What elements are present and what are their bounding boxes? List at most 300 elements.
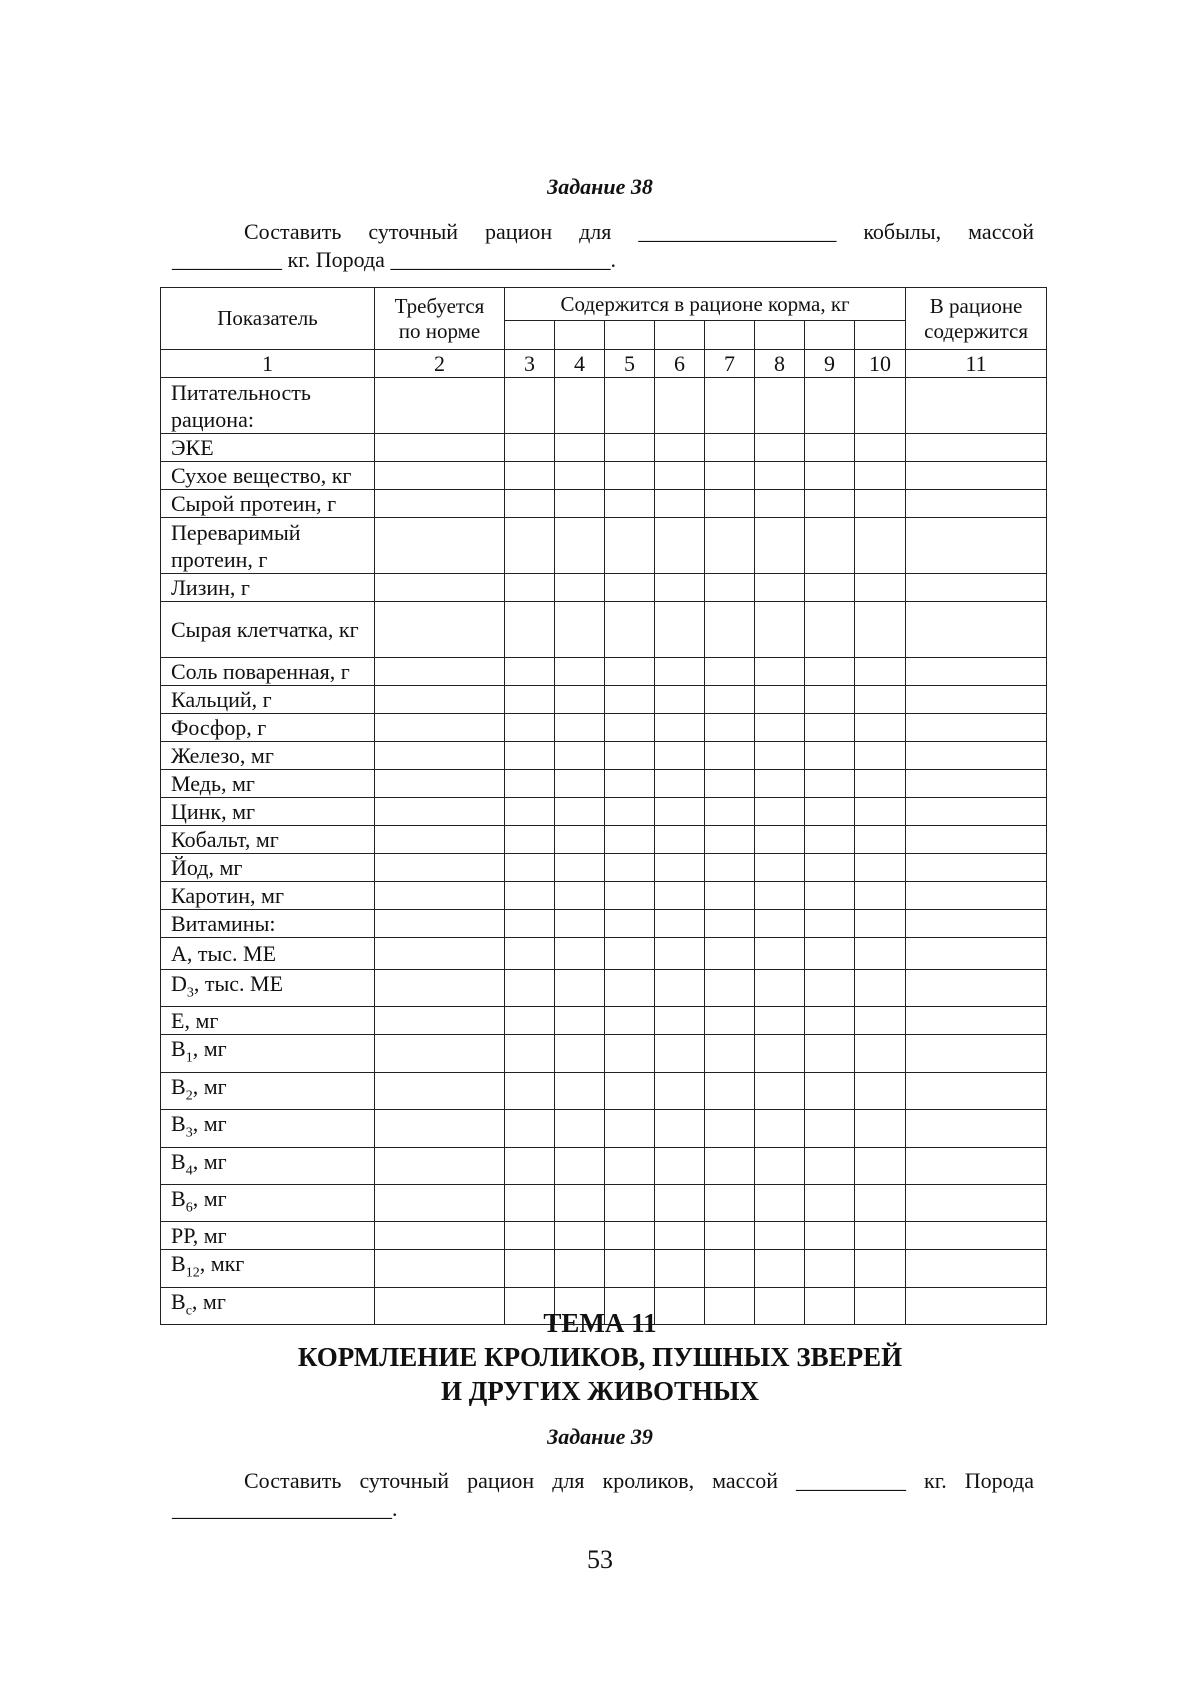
table-cell[interactable] bbox=[906, 714, 1047, 742]
table-cell[interactable] bbox=[655, 826, 705, 854]
task-39-line-1: Составить суточный рацион для кроликов, массой __________ кг. Порода bbox=[244, 1468, 1034, 1493]
table-cell[interactable] bbox=[655, 714, 705, 742]
task-38-line-1: Составить суточный рацион для __________________ кобылы, массой bbox=[244, 219, 1034, 244]
table-cell[interactable] bbox=[655, 854, 705, 882]
table-cell[interactable] bbox=[855, 970, 906, 1007]
table-cell[interactable] bbox=[855, 658, 906, 686]
table-cell[interactable] bbox=[555, 1222, 605, 1250]
table-cell[interactable] bbox=[855, 798, 906, 826]
table-cell[interactable] bbox=[375, 882, 505, 910]
table-cell[interactable] bbox=[605, 1035, 655, 1072]
table-cell[interactable] bbox=[505, 1222, 555, 1250]
row-label-unit: , тыс. МЕ bbox=[193, 971, 284, 996]
table-cell[interactable] bbox=[805, 826, 855, 854]
theme-line-1: ТЕМА 11 bbox=[543, 1308, 657, 1338]
table-cell[interactable] bbox=[855, 378, 906, 434]
table-cell[interactable] bbox=[906, 1222, 1047, 1250]
table-cell[interactable] bbox=[375, 1222, 505, 1250]
table-row bbox=[161, 770, 1047, 798]
table-cell[interactable] bbox=[555, 462, 605, 490]
table-cell[interactable] bbox=[705, 910, 755, 938]
table-cell[interactable] bbox=[655, 742, 705, 770]
table-cell[interactable] bbox=[375, 854, 505, 882]
table-cell[interactable] bbox=[906, 1035, 1047, 1072]
table-cell[interactable] bbox=[655, 1222, 705, 1250]
table-cell[interactable] bbox=[505, 462, 555, 490]
table-cell[interactable] bbox=[655, 1007, 705, 1035]
table-cell[interactable] bbox=[855, 434, 906, 462]
table-cell[interactable] bbox=[705, 1250, 755, 1287]
table-cell[interactable] bbox=[555, 1184, 605, 1221]
table-cell[interactable] bbox=[555, 742, 605, 770]
table-cell[interactable] bbox=[505, 882, 555, 910]
table-cell[interactable] bbox=[555, 938, 605, 970]
table-cell[interactable] bbox=[375, 462, 505, 490]
table-cell[interactable] bbox=[805, 658, 855, 686]
table-cell[interactable] bbox=[555, 1147, 605, 1184]
table-cell[interactable] bbox=[705, 518, 755, 574]
table-cell[interactable] bbox=[805, 1035, 855, 1072]
table-row bbox=[161, 574, 1047, 602]
table-cell[interactable] bbox=[855, 770, 906, 798]
table-cell[interactable] bbox=[805, 742, 855, 770]
table-cell[interactable] bbox=[375, 1250, 505, 1287]
table-cell[interactable] bbox=[755, 742, 805, 770]
table-cell[interactable] bbox=[505, 798, 555, 826]
table-cell[interactable] bbox=[655, 1147, 705, 1184]
table-cell[interactable] bbox=[805, 1110, 855, 1147]
table-cell[interactable] bbox=[705, 574, 755, 602]
table-cell[interactable] bbox=[505, 1147, 555, 1184]
row-label bbox=[161, 1035, 375, 1072]
row-label-unit: , мг bbox=[192, 1036, 227, 1062]
table-cell[interactable] bbox=[705, 490, 755, 518]
table-cell[interactable] bbox=[655, 1184, 705, 1221]
table-cell[interactable] bbox=[705, 378, 755, 434]
table-cell[interactable] bbox=[505, 970, 555, 1007]
table-cell[interactable] bbox=[855, 882, 906, 910]
row-label bbox=[161, 1110, 375, 1147]
table-cell[interactable] bbox=[855, 854, 906, 882]
table-cell[interactable] bbox=[505, 1007, 555, 1035]
table-cell[interactable] bbox=[605, 518, 655, 574]
table-cell[interactable] bbox=[805, 854, 855, 882]
table-cell[interactable] bbox=[705, 1072, 755, 1109]
table-cell[interactable] bbox=[705, 854, 755, 882]
table-cell[interactable] bbox=[906, 1110, 1047, 1147]
table-cell[interactable] bbox=[555, 1072, 605, 1109]
table-cell[interactable] bbox=[705, 714, 755, 742]
table-cell[interactable] bbox=[605, 1110, 655, 1147]
table-cell[interactable] bbox=[755, 490, 805, 518]
table-cell[interactable] bbox=[505, 910, 555, 938]
table-cell[interactable] bbox=[505, 1250, 555, 1287]
table-cell[interactable] bbox=[906, 686, 1047, 714]
table-cell[interactable] bbox=[855, 518, 906, 574]
table-cell[interactable] bbox=[555, 770, 605, 798]
table-row bbox=[161, 1250, 1047, 1287]
table-cell[interactable] bbox=[705, 1110, 755, 1147]
table-cell[interactable] bbox=[555, 1110, 605, 1147]
table-cell[interactable] bbox=[505, 490, 555, 518]
table-cell[interactable] bbox=[906, 658, 1047, 686]
table-cell[interactable] bbox=[375, 1072, 505, 1109]
table-cell[interactable] bbox=[755, 970, 805, 1007]
table-cell[interactable] bbox=[555, 490, 605, 518]
table-cell[interactable] bbox=[505, 378, 555, 434]
table-cell[interactable] bbox=[705, 882, 755, 910]
table-cell[interactable] bbox=[605, 1250, 655, 1287]
table-cell[interactable] bbox=[655, 970, 705, 1007]
table-cell[interactable] bbox=[755, 770, 805, 798]
table-cell[interactable] bbox=[755, 1147, 805, 1184]
table-cell[interactable] bbox=[505, 1072, 555, 1109]
table-cell[interactable] bbox=[375, 742, 505, 770]
table-cell[interactable] bbox=[755, 1110, 805, 1147]
table-cell[interactable] bbox=[855, 490, 906, 518]
table-cell[interactable] bbox=[605, 882, 655, 910]
table-cell[interactable] bbox=[605, 714, 655, 742]
table-cell[interactable] bbox=[605, 1007, 655, 1035]
table-cell[interactable] bbox=[655, 518, 705, 574]
table-cell[interactable] bbox=[555, 910, 605, 938]
table-cell[interactable] bbox=[705, 1035, 755, 1072]
table-cell[interactable] bbox=[906, 970, 1047, 1007]
table-cell[interactable] bbox=[805, 462, 855, 490]
table-cell[interactable] bbox=[755, 854, 805, 882]
table-cell[interactable] bbox=[805, 882, 855, 910]
table-cell[interactable] bbox=[906, 1184, 1047, 1221]
table-cell[interactable] bbox=[805, 378, 855, 434]
table-cell[interactable] bbox=[605, 1222, 655, 1250]
table-cell[interactable] bbox=[705, 434, 755, 462]
table-cell[interactable] bbox=[555, 1007, 605, 1035]
table-cell[interactable] bbox=[805, 1147, 855, 1184]
table-cell[interactable] bbox=[755, 882, 805, 910]
table-cell[interactable] bbox=[375, 490, 505, 518]
table-cell[interactable] bbox=[755, 574, 805, 602]
table-cell[interactable] bbox=[555, 714, 605, 742]
table-cell[interactable] bbox=[855, 826, 906, 854]
table-cell[interactable] bbox=[755, 714, 805, 742]
table-cell[interactable] bbox=[705, 602, 755, 658]
table-cell[interactable] bbox=[705, 1184, 755, 1221]
table-cell[interactable] bbox=[505, 518, 555, 574]
table-cell[interactable] bbox=[755, 518, 805, 574]
table-cell[interactable] bbox=[805, 1007, 855, 1035]
table-cell[interactable] bbox=[755, 602, 805, 658]
table-cell[interactable] bbox=[655, 686, 705, 714]
table-cell[interactable] bbox=[655, 882, 705, 910]
table-cell[interactable] bbox=[906, 574, 1047, 602]
table-cell[interactable] bbox=[906, 826, 1047, 854]
table-cell[interactable] bbox=[605, 854, 655, 882]
table-cell[interactable] bbox=[605, 742, 655, 770]
table-cell[interactable] bbox=[605, 490, 655, 518]
table-cell[interactable] bbox=[605, 1147, 655, 1184]
table-cell[interactable] bbox=[755, 1250, 805, 1287]
table-cell[interactable] bbox=[555, 826, 605, 854]
table-cell[interactable] bbox=[855, 1007, 906, 1035]
table-cell[interactable] bbox=[855, 1147, 906, 1184]
table-cell[interactable] bbox=[906, 462, 1047, 490]
column-number-4: 4 bbox=[555, 350, 605, 378]
table-cell[interactable] bbox=[755, 938, 805, 970]
table-cell[interactable] bbox=[505, 1035, 555, 1072]
table-cell[interactable] bbox=[505, 602, 555, 658]
table-cell[interactable] bbox=[755, 378, 805, 434]
table-cell[interactable] bbox=[906, 798, 1047, 826]
table-cell[interactable] bbox=[855, 938, 906, 970]
table-cell[interactable] bbox=[906, 1072, 1047, 1109]
table-cell[interactable] bbox=[505, 742, 555, 770]
table-cell[interactable] bbox=[705, 970, 755, 1007]
table-cell[interactable] bbox=[375, 1110, 505, 1147]
table-cell[interactable] bbox=[805, 518, 855, 574]
table-cell[interactable] bbox=[855, 574, 906, 602]
table-cell[interactable] bbox=[375, 1007, 505, 1035]
row-label-subscript: 1 bbox=[185, 1050, 193, 1066]
table-cell[interactable] bbox=[655, 938, 705, 970]
table-cell[interactable] bbox=[375, 602, 505, 658]
table-cell[interactable] bbox=[555, 602, 605, 658]
table-cell[interactable] bbox=[655, 1110, 705, 1147]
table-cell[interactable] bbox=[906, 434, 1047, 462]
table-cell[interactable] bbox=[655, 490, 705, 518]
table-cell[interactable] bbox=[705, 462, 755, 490]
table-cell[interactable] bbox=[855, 1072, 906, 1109]
table-cell[interactable] bbox=[375, 378, 505, 434]
table-cell[interactable] bbox=[605, 462, 655, 490]
table-cell[interactable] bbox=[906, 910, 1047, 938]
table-cell[interactable] bbox=[755, 1184, 805, 1221]
table-cell[interactable] bbox=[855, 910, 906, 938]
table-cell[interactable] bbox=[805, 798, 855, 826]
table-row bbox=[161, 602, 1047, 658]
table-cell[interactable] bbox=[605, 574, 655, 602]
row-label: Переваримый протеин, г bbox=[161, 518, 375, 574]
table-cell[interactable] bbox=[375, 798, 505, 826]
table-cell[interactable] bbox=[555, 658, 605, 686]
table-cell[interactable] bbox=[555, 1035, 605, 1072]
table-cell[interactable] bbox=[605, 658, 655, 686]
table-cell[interactable] bbox=[555, 798, 605, 826]
table-cell[interactable] bbox=[906, 770, 1047, 798]
table-cell[interactable] bbox=[605, 938, 655, 970]
table-cell[interactable] bbox=[375, 938, 505, 970]
table-cell[interactable] bbox=[605, 1184, 655, 1221]
table-cell[interactable] bbox=[705, 658, 755, 686]
row-label-unit: , мкг bbox=[199, 1251, 245, 1277]
table-row bbox=[161, 490, 1047, 518]
table-cell[interactable] bbox=[755, 826, 805, 854]
table-cell[interactable] bbox=[755, 798, 805, 826]
table-cell[interactable] bbox=[906, 742, 1047, 770]
table-cell[interactable] bbox=[805, 970, 855, 1007]
table-cell[interactable] bbox=[375, 714, 505, 742]
table-cell[interactable] bbox=[805, 1184, 855, 1221]
table-cell[interactable] bbox=[555, 574, 605, 602]
table-cell[interactable] bbox=[805, 1072, 855, 1109]
table-cell[interactable] bbox=[805, 938, 855, 970]
table-row bbox=[161, 742, 1047, 770]
table-cell[interactable] bbox=[605, 434, 655, 462]
row-label-base: В bbox=[171, 1073, 186, 1099]
table-cell[interactable] bbox=[605, 798, 655, 826]
table-cell[interactable] bbox=[505, 938, 555, 970]
table-cell[interactable] bbox=[605, 970, 655, 1007]
table-cell[interactable] bbox=[375, 826, 505, 854]
table-cell[interactable] bbox=[605, 686, 655, 714]
table-cell[interactable] bbox=[705, 938, 755, 970]
table-cell[interactable] bbox=[555, 854, 605, 882]
table-cell[interactable] bbox=[655, 770, 705, 798]
header-sub-cell bbox=[705, 321, 755, 350]
table-cell[interactable] bbox=[505, 854, 555, 882]
table-cell[interactable] bbox=[605, 770, 655, 798]
table-cell[interactable] bbox=[906, 1147, 1047, 1184]
table-cell[interactable] bbox=[805, 490, 855, 518]
table-cell[interactable] bbox=[605, 910, 655, 938]
table-cell[interactable] bbox=[805, 714, 855, 742]
table-cell[interactable] bbox=[805, 1222, 855, 1250]
table-cell[interactable] bbox=[655, 434, 705, 462]
table-cell[interactable] bbox=[375, 1184, 505, 1221]
table-cell[interactable] bbox=[705, 686, 755, 714]
table-cell[interactable] bbox=[755, 1007, 805, 1035]
table-cell[interactable] bbox=[605, 602, 655, 658]
table-cell[interactable] bbox=[375, 518, 505, 574]
table-cell[interactable] bbox=[906, 1250, 1047, 1287]
table-cell[interactable] bbox=[605, 378, 655, 434]
table-cell[interactable] bbox=[705, 770, 755, 798]
table-cell[interactable] bbox=[655, 1250, 705, 1287]
table-cell[interactable] bbox=[855, 742, 906, 770]
header-sub-cell bbox=[855, 321, 906, 350]
table-cell[interactable] bbox=[555, 1250, 605, 1287]
table-cell[interactable] bbox=[375, 970, 505, 1007]
table-cell[interactable] bbox=[555, 434, 605, 462]
table-cell[interactable] bbox=[555, 970, 605, 1007]
table-cell[interactable] bbox=[655, 798, 705, 826]
table-cell[interactable] bbox=[555, 378, 605, 434]
row-label: Лизин, г bbox=[161, 574, 375, 602]
table-cell[interactable] bbox=[505, 1110, 555, 1147]
table-cell[interactable] bbox=[555, 518, 605, 574]
table-cell[interactable] bbox=[805, 910, 855, 938]
table-cell[interactable] bbox=[855, 1250, 906, 1287]
table-cell[interactable] bbox=[375, 574, 505, 602]
table-cell[interactable] bbox=[375, 686, 505, 714]
table-cell[interactable] bbox=[855, 462, 906, 490]
row-label: Медь, мг bbox=[161, 770, 375, 798]
table-cell[interactable] bbox=[906, 518, 1047, 574]
table-cell[interactable] bbox=[375, 910, 505, 938]
table-cell[interactable] bbox=[655, 574, 705, 602]
table-cell[interactable] bbox=[805, 574, 855, 602]
table-cell[interactable] bbox=[855, 1184, 906, 1221]
table-cell[interactable] bbox=[755, 1035, 805, 1072]
table-cell[interactable] bbox=[705, 1222, 755, 1250]
table-cell[interactable] bbox=[375, 770, 505, 798]
table-cell[interactable] bbox=[755, 434, 805, 462]
table-cell[interactable] bbox=[505, 574, 555, 602]
table-cell[interactable] bbox=[505, 434, 555, 462]
table-cell[interactable] bbox=[855, 602, 906, 658]
table-row bbox=[161, 518, 1047, 574]
table-cell[interactable] bbox=[555, 686, 605, 714]
table-cell[interactable] bbox=[906, 490, 1047, 518]
table-cell[interactable] bbox=[505, 714, 555, 742]
table-cell[interactable] bbox=[805, 602, 855, 658]
table-cell[interactable] bbox=[805, 770, 855, 798]
table-cell[interactable] bbox=[605, 826, 655, 854]
table-cell[interactable] bbox=[705, 742, 755, 770]
table-cell[interactable] bbox=[906, 854, 1047, 882]
table-cell[interactable] bbox=[655, 1072, 705, 1109]
table-cell[interactable] bbox=[655, 462, 705, 490]
table-cell[interactable] bbox=[755, 462, 805, 490]
table-cell[interactable] bbox=[505, 686, 555, 714]
table-cell[interactable] bbox=[906, 882, 1047, 910]
table-cell[interactable] bbox=[505, 658, 555, 686]
table-cell[interactable] bbox=[855, 1222, 906, 1250]
table-cell[interactable] bbox=[705, 1147, 755, 1184]
table-cell[interactable] bbox=[805, 686, 855, 714]
table-cell[interactable] bbox=[855, 1110, 906, 1147]
table-cell[interactable] bbox=[855, 686, 906, 714]
table-cell[interactable] bbox=[755, 1222, 805, 1250]
table-cell[interactable] bbox=[375, 434, 505, 462]
table-cell[interactable] bbox=[705, 1007, 755, 1035]
table-cell[interactable] bbox=[505, 826, 555, 854]
table-cell[interactable] bbox=[655, 1035, 705, 1072]
table-cell[interactable] bbox=[755, 1072, 805, 1109]
table-cell[interactable] bbox=[655, 658, 705, 686]
table-cell[interactable] bbox=[555, 882, 605, 910]
table-cell[interactable] bbox=[755, 658, 805, 686]
row-label: Е, мг bbox=[161, 1007, 375, 1035]
table-cell[interactable] bbox=[655, 378, 705, 434]
row-label-unit: , мг bbox=[192, 1073, 227, 1099]
table-cell[interactable] bbox=[855, 1035, 906, 1072]
table-cell[interactable] bbox=[805, 434, 855, 462]
table-cell[interactable] bbox=[855, 714, 906, 742]
table-cell[interactable] bbox=[705, 798, 755, 826]
table-cell[interactable] bbox=[906, 1007, 1047, 1035]
table-cell[interactable] bbox=[375, 1035, 505, 1072]
table-cell[interactable] bbox=[705, 826, 755, 854]
table-cell[interactable] bbox=[375, 658, 505, 686]
table-cell[interactable] bbox=[755, 910, 805, 938]
table-cell[interactable] bbox=[906, 378, 1047, 434]
table-cell[interactable] bbox=[655, 602, 705, 658]
table-cell[interactable] bbox=[605, 1072, 655, 1109]
table-cell[interactable] bbox=[755, 686, 805, 714]
table-row bbox=[161, 1110, 1047, 1147]
table-cell[interactable] bbox=[906, 602, 1047, 658]
table-cell[interactable] bbox=[505, 770, 555, 798]
header-sub-cell bbox=[505, 321, 555, 350]
table-cell[interactable] bbox=[375, 1147, 505, 1184]
table-cell[interactable] bbox=[906, 938, 1047, 970]
column-number-2: 2 bbox=[375, 350, 505, 378]
table-cell[interactable] bbox=[655, 910, 705, 938]
column-number-6: 6 bbox=[655, 350, 705, 378]
table-cell[interactable] bbox=[805, 1250, 855, 1287]
table-cell[interactable] bbox=[505, 1184, 555, 1221]
column-number-5: 5 bbox=[605, 350, 655, 378]
